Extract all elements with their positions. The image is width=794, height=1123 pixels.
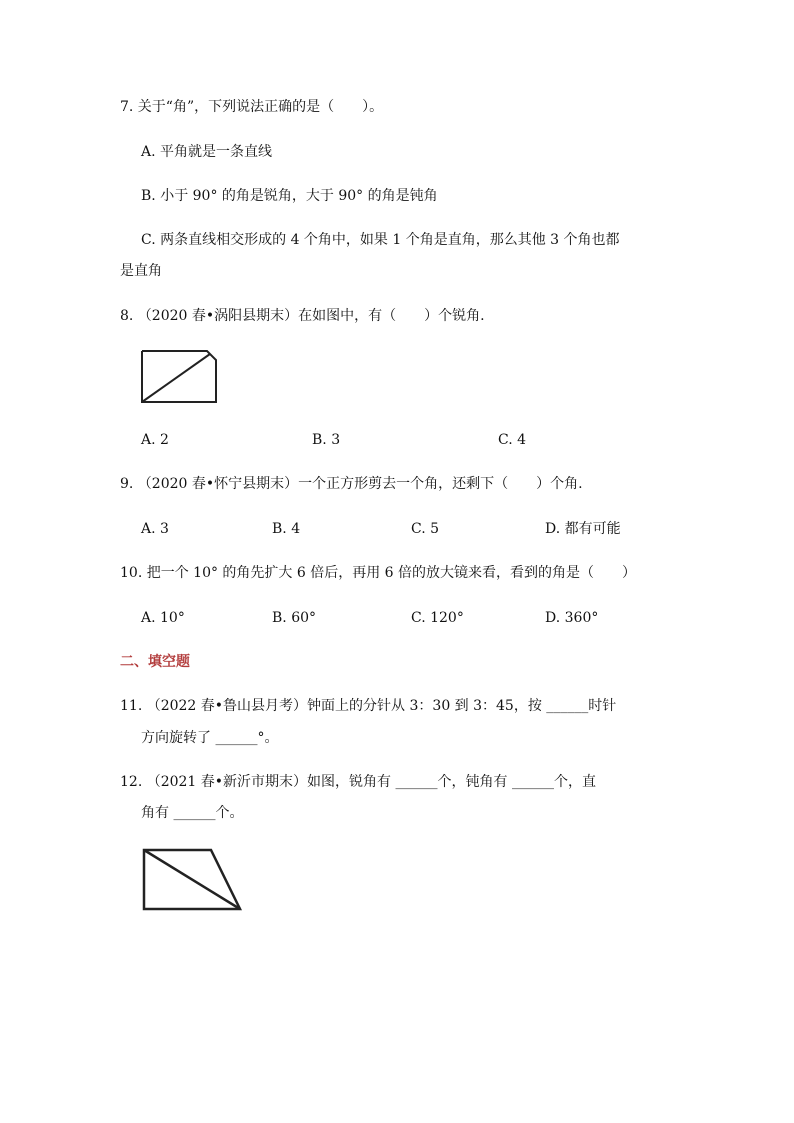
q8-option-b: B. 3 xyxy=(312,432,341,448)
q10-option-d: D. 360° xyxy=(545,610,599,626)
q12-line1: 12. （2021 春•新沂市期末）如图，锐角有 ______个，钝角有 ______个，直 xyxy=(120,774,596,790)
q11-line2: 方向旋转了 ______°。 xyxy=(141,730,279,746)
q10-stem: 10. 把一个 10° 的角先扩大 6 倍后，再用 6 倍的放大镜来看，看到的角是（ ） xyxy=(120,565,637,581)
q10-options xyxy=(0,608,794,628)
q9-stem: 9. （2020 春•怀宁县期末）一个正方形剪去一个角，还剩下（ ）个角. xyxy=(120,476,583,492)
q7-option-c-line1: C. 两条直线相交形成的 4 个角中，如果 1 个角是直角，那么其他 3 个角也都 xyxy=(141,232,620,248)
q9-option-b: B. 4 xyxy=(272,521,301,537)
q7-option-a: A. 平角就是一条直线 xyxy=(141,144,273,160)
q8-option-a: A. 2 xyxy=(141,432,169,448)
q9-option-d: D. 都有可能 xyxy=(545,521,621,537)
q8-stem: 8. （2020 春•涡阳县期末）在如图中，有（ ）个锐角. xyxy=(120,308,485,324)
q9-option-c: C. 5 xyxy=(411,521,440,537)
q11-line1: 11. （2022 春•鲁山县月考）钟面上的分针从 3：30 到 3：45，按 ______时针 xyxy=(120,698,617,714)
q7-option-c-line2: 是直角 xyxy=(120,263,162,279)
q12-figure xyxy=(143,848,243,912)
q12-line2: 角有 ______个。 xyxy=(141,805,244,821)
q8-figure-diagonal xyxy=(142,354,210,402)
q8-options xyxy=(0,430,794,450)
q8-option-c: C. 4 xyxy=(498,432,527,448)
q10-option-a: A. 10° xyxy=(141,610,185,626)
q7-option-b: B. 小于 90° 的角是锐角，大于 90° 的角是钝角 xyxy=(141,188,438,204)
q8-figure xyxy=(141,350,219,406)
q9-option-a: A. 3 xyxy=(141,521,169,537)
q10-option-b: B. 60° xyxy=(272,610,317,626)
section-heading: 二、填空题 xyxy=(120,654,190,670)
q10-option-c: C. 120° xyxy=(411,610,464,626)
q9-options xyxy=(0,519,794,539)
q7-stem: 7. 关于“角”，下列说法正确的是（ ）。 xyxy=(120,99,384,115)
